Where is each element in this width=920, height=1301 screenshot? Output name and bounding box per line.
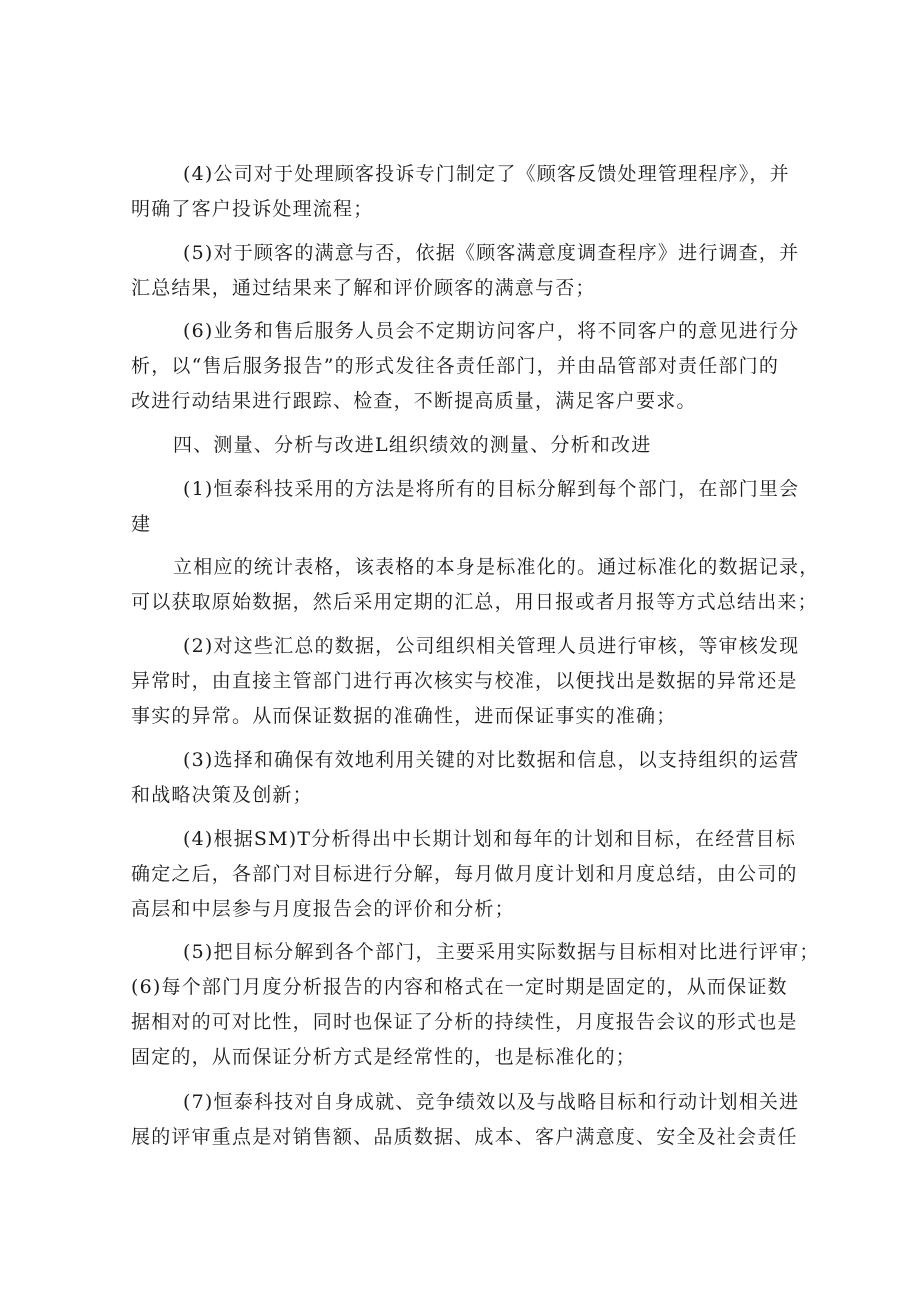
text-line: (6)业务和售后服务人员会不定期访问客户，将不同客户的意见进行分 xyxy=(183,320,800,342)
paragraph-complaint-procedure xyxy=(131,157,793,227)
text-line: 和战略决策及创新； xyxy=(131,784,313,806)
text-line: (1)恒泰科技采用的方法是将所有的目标分解到每个部门，在部门里会 xyxy=(183,478,800,500)
text-line: 改进行动结果进行跟踪、检查，不断提高质量，满足客户要求。 xyxy=(131,390,697,412)
text-line: 汇总结果，通过结果来了解和评价顾客的满意与否； xyxy=(131,277,596,299)
text-line: 高层和中层参与月度报告会的评价和分析； xyxy=(131,898,515,920)
text-line: 事实的异常。从而保证数据的准确性，进而保证事实的准确； xyxy=(131,705,677,727)
section-heading-text: 四、测量、分析与改进L组织绩效的测量、分析和改进 xyxy=(173,434,652,456)
text-line: 建 xyxy=(131,513,152,535)
section-heading-measurement xyxy=(131,428,793,463)
text-line: 立相应的统计表格，该表格的本身是标准化的。通过标准化的数据记录， xyxy=(173,556,820,578)
text-line: 展的评审重点是对销售额、品质数据、成本、客户满意度、安全及社会责任 xyxy=(131,1126,798,1148)
text-line: 可以获取原始数据，然后采用定期的汇总，用日报或者月报等方式总结出来； xyxy=(131,591,818,613)
text-line: 确定之后，各部门对目标进行分解，每月做月度计划和月度总结，由公司的 xyxy=(131,863,798,885)
text-line: 固定的，从而保证分析方式是经常性的，也是标准化的； xyxy=(131,1046,637,1068)
paragraph-target-decomposition xyxy=(131,472,800,542)
text-line: (3)选择和确保有效地利用关键的对比数据和信息，以支持组织的运营 xyxy=(183,749,800,771)
text-line: (4)根据SM)T分析得出中长期计划和每年的计划和目标，在经营目标 xyxy=(183,828,797,850)
paragraph-comparative-data xyxy=(131,743,800,813)
text-line: 异常时，由直接主管部门进行再次核实与校准，以便找出是数据的异常还是 xyxy=(131,670,798,692)
text-line: (7)恒泰科技对自身成就、竞争绩效以及与战略目标和行动计划相关进 xyxy=(183,1091,800,1113)
paragraph-data-review xyxy=(131,629,800,734)
paragraph-monthly-reports xyxy=(131,935,820,1075)
text-line: (5)对于顾客的满意与否，依据《顾客满意度调查程序》进行调查，并 xyxy=(183,242,800,264)
paragraph-statistics-tables xyxy=(131,550,820,620)
paragraph-performance-review xyxy=(131,1085,800,1155)
text-line: (4)公司对于处理顾客投诉专门制定了《顾客反馈处理管理程序》，并 xyxy=(183,163,790,185)
text-line: 据相对的可对比性，同时也保证了分析的持续性，月度报告会议的形式也是 xyxy=(131,1011,798,1033)
text-line: (2)对这些汇总的数据，公司组织相关管理人员进行审核，等审核发现 xyxy=(183,635,800,657)
text-line: 析，以“售后服务报告”的形式发往各责任部门，并由品管部对责任部门的 xyxy=(131,355,780,377)
paragraph-satisfaction-survey xyxy=(131,236,800,306)
text-line: (6)每个部门月度分析报告的内容和格式在一定时期是固定的，从而保证数 xyxy=(131,976,788,998)
paragraph-swot-analysis xyxy=(131,822,798,927)
paragraph-after-sales-visits xyxy=(131,314,800,419)
text-line: 明确了客户投诉处理流程； xyxy=(131,198,374,220)
text-line: (5)把目标分解到各个部门，主要采用实际数据与目标相对比进行评审； xyxy=(183,941,820,963)
